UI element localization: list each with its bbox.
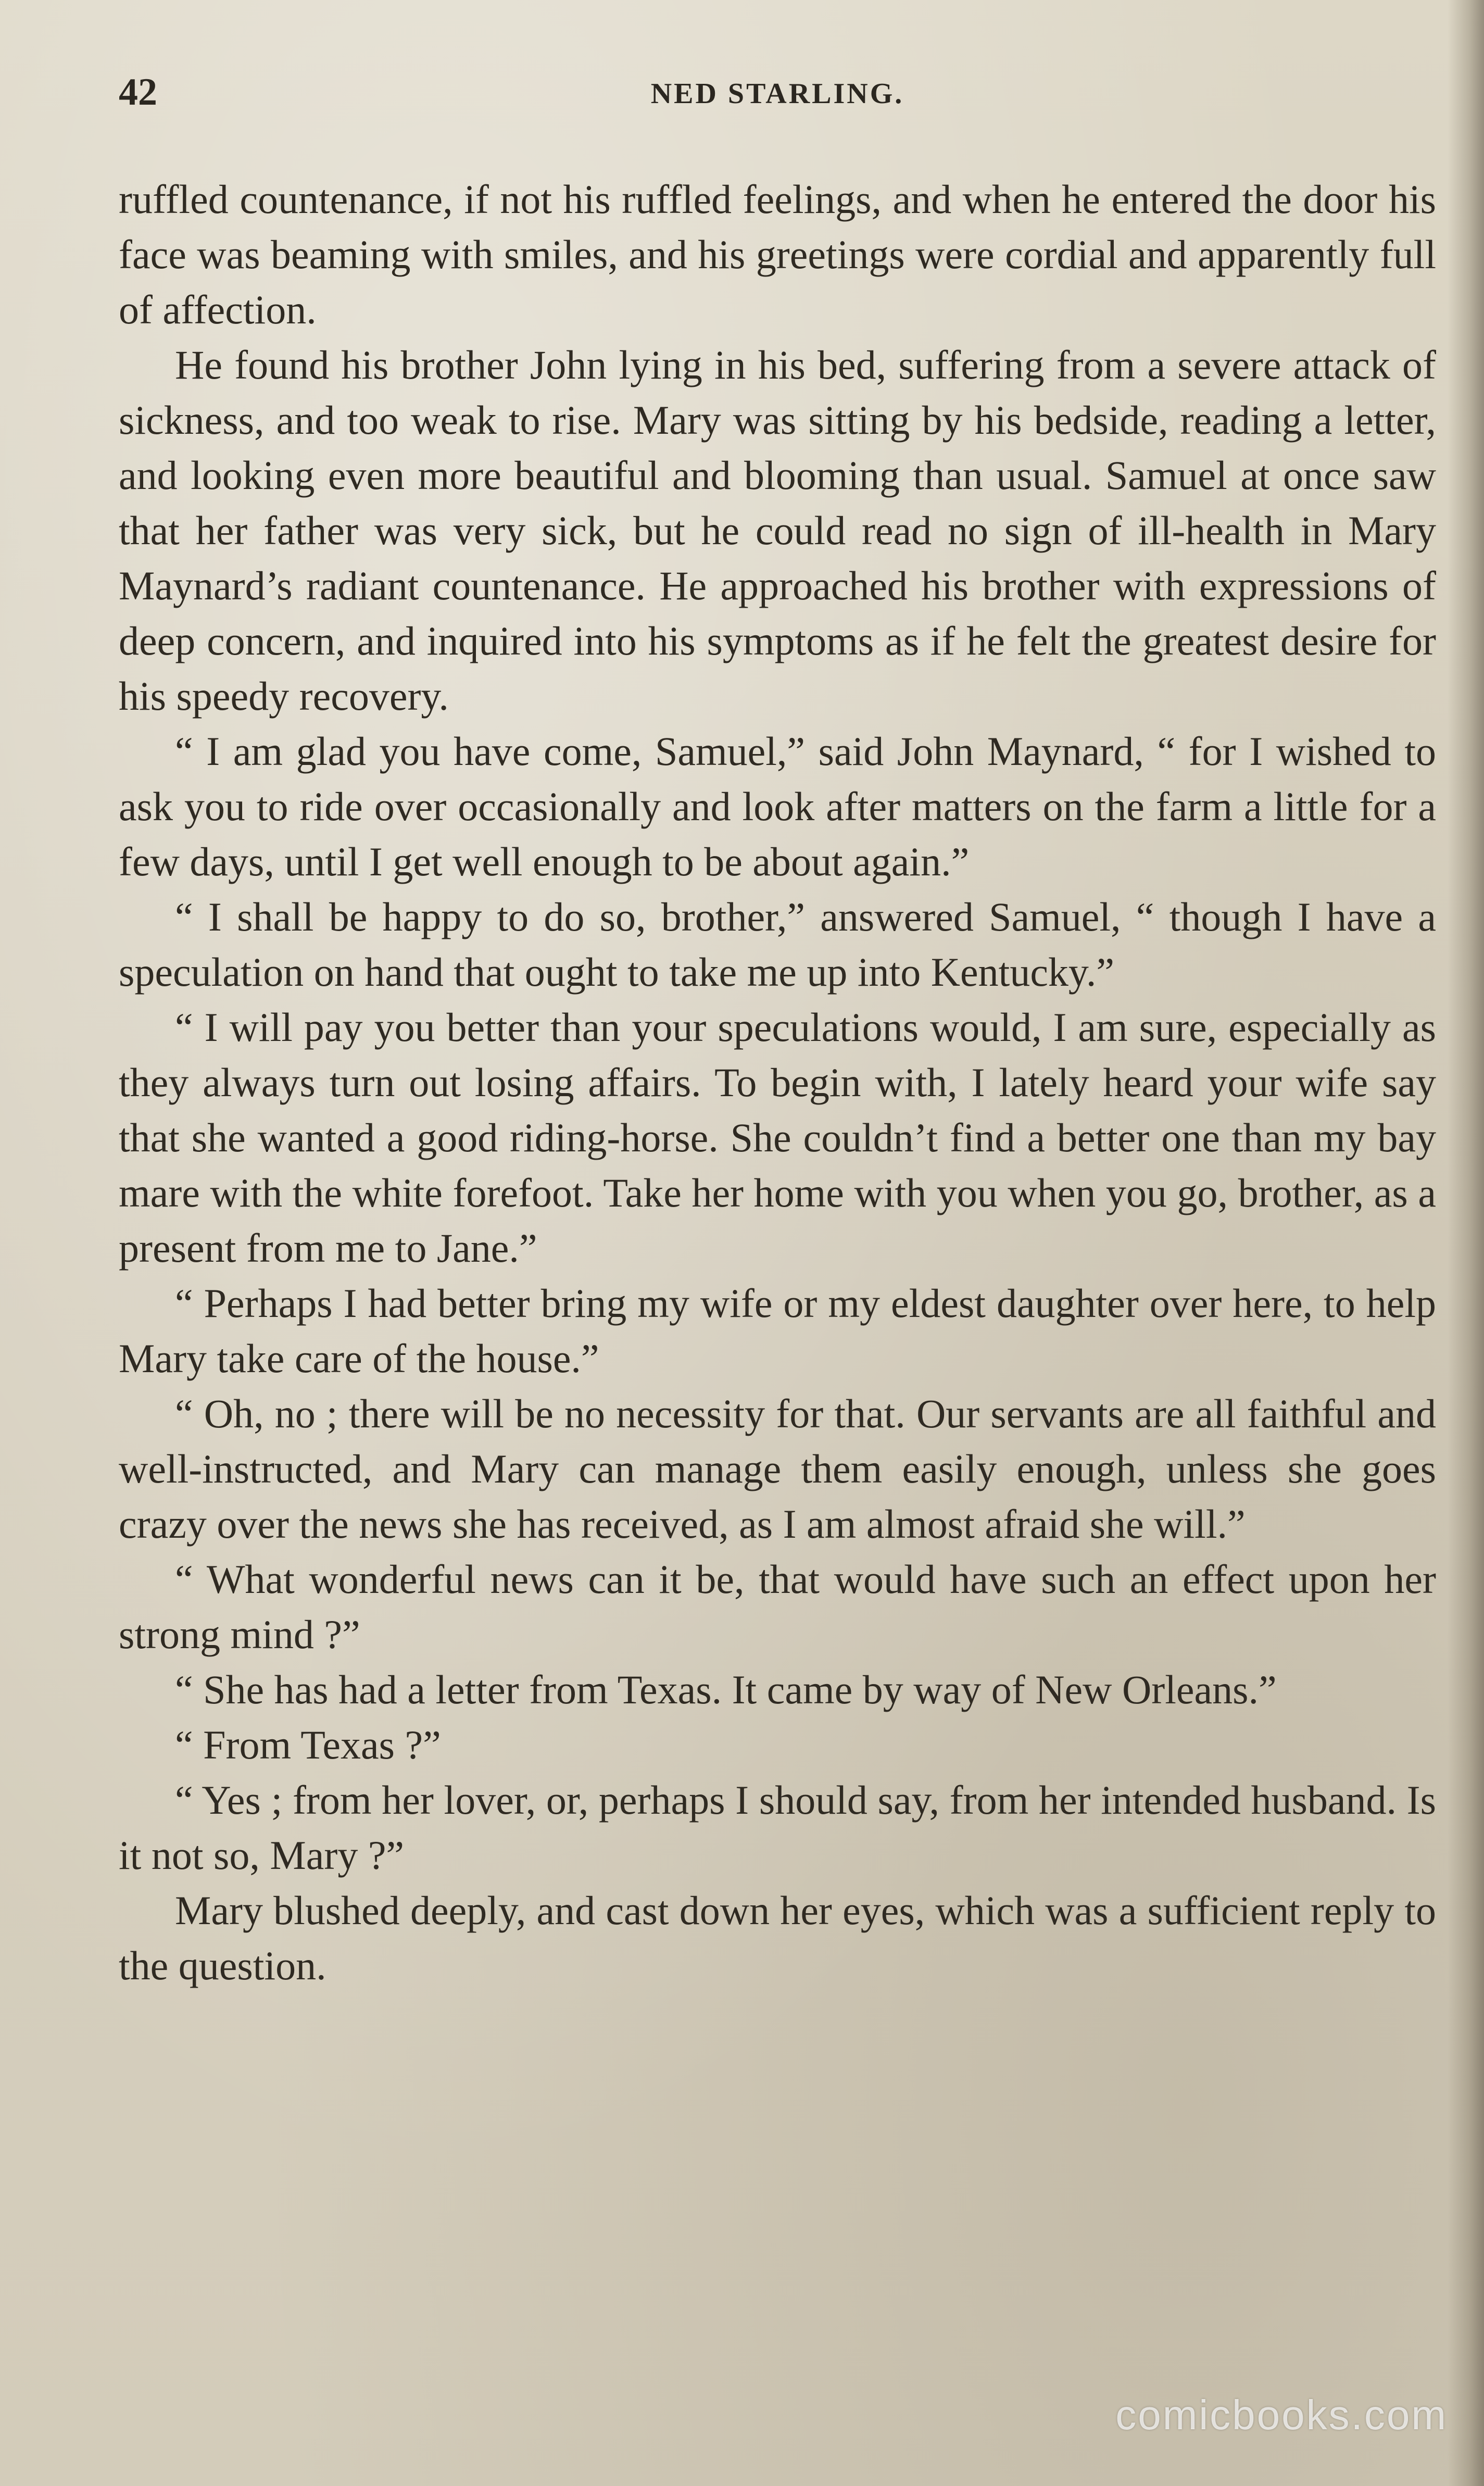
- paragraph: “ I will pay you better than your speculations would, I am sure, especially as they always turn out losing affairs. To begin with, I lately heard your wife say that she wanted a good riding-horse. She couldn’t find a better one than my bay mare with the white forefoot. Take her home with you when you go, brother, as a present from me to Jane.”: [119, 1005, 1436, 1271]
- body-text: [119, 172, 1436, 1993]
- paragraph: “ I am glad you have come, Samuel,” said John Maynard, “ for I wished to ask you to ride over occasionally and look after matters on the farm a little for a few days, until I get well enough to be about again.”: [119, 729, 1436, 884]
- paragraph: ruffled countenance, if not his ruffled feelings, and when he entered the door his face was beaming with smiles, and his greetings were cordial and apparently full of affection.: [119, 177, 1436, 332]
- paragraph: “ Yes ; from her lover, or, perhaps I should say, from her intended husband. Is it not so, Mary ?”: [119, 1777, 1436, 1878]
- paragraph: “ Perhaps I had better bring my wife or my eldest daughter over here, to help Mary take care of the house.”: [119, 1280, 1436, 1381]
- paragraph: “ Oh, no ; there will be no necessity for that. Our servants are all faithful and well-instructed, and Mary can manage them easily enough, unless she goes crazy over the news she has received, as I am almost afraid she will.”: [119, 1391, 1436, 1547]
- paragraph: “ I shall be happy to do so, brother,” answered Samuel, “ though I have a speculation on hand that ought to take me up into Kentucky.”: [119, 894, 1436, 995]
- page-header: [119, 73, 1436, 130]
- paragraph: “ What wonderful news can it be, that would have such an effect upon her strong mind ?”: [119, 1556, 1436, 1657]
- watermark: comicbooks.com: [1115, 2392, 1448, 2438]
- page-number: 42: [119, 71, 157, 114]
- paragraph: Mary blushed deeply, and cast down her eyes, which was a sufficient reply to the question.: [119, 1888, 1436, 1988]
- paragraph: “ She has had a letter from Texas. It came by way of New Orleans.”: [175, 1667, 1277, 1712]
- page-gutter-shadow: [1448, 0, 1484, 2486]
- paragraph: He found his brother John lying in his bed, suffering from a severe attack of sickness, and too weak to rise. Mary was sitting by his bedside, reading a letter, and looking even more beautiful and blooming than usual. Samuel at once saw that her father was very sick, but he could read no sign of ill-health in Mary Maynard’s radiant countenance. He approached his brother with expressions of deep concern, and inquired into his symptoms as if he felt the greatest desire for his speedy recovery.: [119, 342, 1436, 719]
- running-head: NED STARLING.: [650, 78, 904, 110]
- paragraph: “ From Texas ?”: [175, 1722, 441, 1767]
